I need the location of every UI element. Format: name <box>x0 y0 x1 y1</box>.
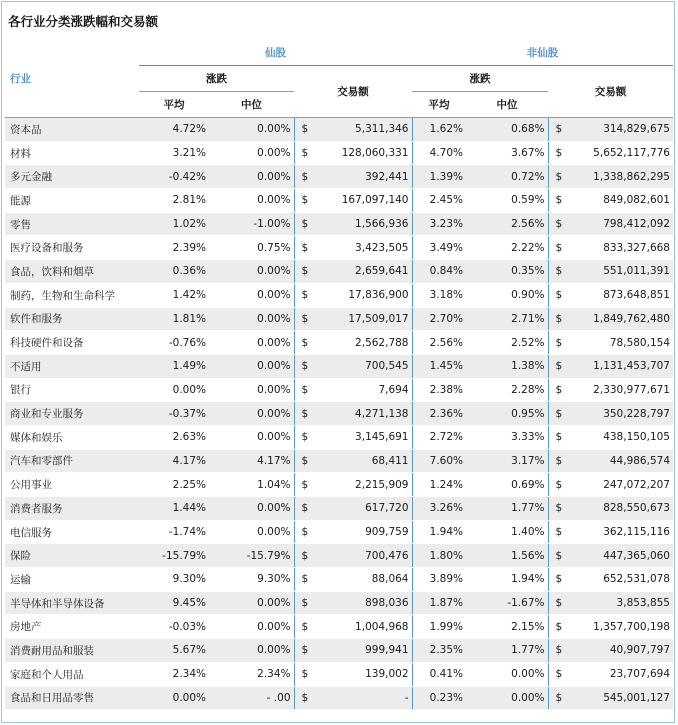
industry-name-cell: 电信服务 <box>5 520 139 544</box>
nonpenny-volume-cell: 1,338,862,295 <box>566 165 673 189</box>
penny-currency-cell: $ <box>294 473 311 497</box>
industry-name-cell: 保险 <box>5 544 139 568</box>
penny-median-cell: 0.00% <box>209 260 294 284</box>
industry-name-cell: 媒体和娱乐 <box>5 425 139 449</box>
industry-name-cell: 医疗设备和服务 <box>5 236 139 260</box>
nonpenny-avg-cell: 7.60% <box>412 449 466 473</box>
penny-volume-cell: 7,694 <box>311 378 412 402</box>
penny-median-cell: 0.00% <box>209 354 294 378</box>
penny-median-cell: 0.00% <box>209 402 294 426</box>
header-avg-nonpenny: 平均 <box>412 92 466 118</box>
nonpenny-median-cell: 0.35% <box>466 260 548 284</box>
nonpenny-avg-cell: 2.72% <box>412 425 466 449</box>
penny-median-cell: - .00 <box>209 686 294 710</box>
industry-name-cell: 消费耐用品和服装 <box>5 639 139 663</box>
penny-currency-cell: $ <box>294 497 311 521</box>
nonpenny-volume-cell: 849,082,601 <box>566 189 673 213</box>
nonpenny-avg-cell: 3.23% <box>412 212 466 236</box>
nonpenny-avg-cell: 0.23% <box>412 686 466 710</box>
penny-currency-cell: $ <box>294 662 311 686</box>
table-row <box>5 662 673 686</box>
penny-median-cell: 0.00% <box>209 497 294 521</box>
nonpenny-median-cell: 0.68% <box>466 118 548 142</box>
penny-volume-cell: 2,659,641 <box>311 260 412 284</box>
industry-name-cell: 材料 <box>5 141 139 165</box>
industry-name-cell: 房地产 <box>5 615 139 639</box>
nonpenny-volume-cell: 1,357,700,198 <box>566 615 673 639</box>
penny-median-cell: 4.17% <box>209 449 294 473</box>
penny-currency-cell: $ <box>294 260 311 284</box>
penny-median-cell: -1.00% <box>209 212 294 236</box>
penny-currency-cell: $ <box>294 686 311 710</box>
industry-name-cell: 公用事业 <box>5 473 139 497</box>
nonpenny-currency-cell: $ <box>548 236 566 260</box>
nonpenny-avg-cell: 0.84% <box>412 260 466 284</box>
penny-volume-cell: 392,441 <box>311 165 412 189</box>
industry-name-cell: 资本品 <box>5 118 139 142</box>
penny-avg-cell: 1.49% <box>139 354 209 378</box>
nonpenny-avg-cell: 2.36% <box>412 402 466 426</box>
penny-median-cell: 9.30% <box>209 568 294 592</box>
nonpenny-median-cell: 2.56% <box>466 212 548 236</box>
penny-volume-cell: 88,064 <box>311 568 412 592</box>
industry-name-cell: 制药，生物和生命科学 <box>5 283 139 307</box>
industry-name-cell: 软件和服务 <box>5 307 139 331</box>
nonpenny-currency-cell: $ <box>548 686 566 710</box>
header-avg-penny: 平均 <box>139 92 209 118</box>
nonpenny-avg-cell: 2.45% <box>412 189 466 213</box>
penny-volume-cell: 3,423,505 <box>311 236 412 260</box>
penny-currency-cell: $ <box>294 283 311 307</box>
penny-currency-cell: $ <box>294 354 311 378</box>
nonpenny-median-cell: 0.72% <box>466 165 548 189</box>
penny-avg-cell: 2.34% <box>139 662 209 686</box>
nonpenny-median-cell: 1.77% <box>466 639 548 663</box>
penny-avg-cell: 2.39% <box>139 236 209 260</box>
nonpenny-median-cell: 3.33% <box>466 425 548 449</box>
nonpenny-avg-cell: 1.99% <box>412 615 466 639</box>
nonpenny-volume-cell: 551,011,391 <box>566 260 673 284</box>
penny-median-cell: 0.00% <box>209 307 294 331</box>
nonpenny-median-cell: 2.28% <box>466 378 548 402</box>
penny-volume-cell: 68,411 <box>311 449 412 473</box>
table-row <box>5 331 673 355</box>
penny-currency-cell: $ <box>294 568 311 592</box>
table-row <box>5 354 673 378</box>
penny-currency-cell: $ <box>294 615 311 639</box>
table-row <box>5 639 673 663</box>
industry-name-cell: 半导体和半导体设备 <box>5 591 139 615</box>
penny-median-cell: 0.00% <box>209 378 294 402</box>
industry-name-cell: 不适用 <box>5 354 139 378</box>
table-row <box>5 118 673 142</box>
nonpenny-currency-cell: $ <box>548 141 566 165</box>
penny-avg-cell: 2.25% <box>139 473 209 497</box>
nonpenny-median-cell: -1.67% <box>466 591 548 615</box>
penny-avg-cell: -0.76% <box>139 331 209 355</box>
industry-name-cell: 运输 <box>5 568 139 592</box>
nonpenny-median-cell: 2.71% <box>466 307 548 331</box>
nonpenny-median-cell: 1.94% <box>466 568 548 592</box>
nonpenny-currency-cell: $ <box>548 354 566 378</box>
nonpenny-avg-cell: 2.56% <box>412 331 466 355</box>
table-row <box>5 165 673 189</box>
nonpenny-volume-cell: 3,853,855 <box>566 591 673 615</box>
penny-median-cell: 0.00% <box>209 141 294 165</box>
table-row <box>5 141 673 165</box>
penny-avg-cell: -1.74% <box>139 520 209 544</box>
penny-avg-cell: 1.44% <box>139 497 209 521</box>
report-frame <box>1 1 675 723</box>
penny-avg-cell: 2.81% <box>139 189 209 213</box>
nonpenny-currency-cell: $ <box>548 591 566 615</box>
nonpenny-median-cell: 0.00% <box>466 662 548 686</box>
penny-avg-cell: 4.72% <box>139 118 209 142</box>
penny-median-cell: 0.75% <box>209 236 294 260</box>
penny-volume-cell: 5,311,346 <box>311 118 412 142</box>
penny-volume-cell: 167,097,140 <box>311 189 412 213</box>
nonpenny-currency-cell: $ <box>548 189 566 213</box>
penny-volume-cell: 700,476 <box>311 544 412 568</box>
nonpenny-currency-cell: $ <box>548 118 566 142</box>
header-group-penny: 仙股 <box>139 40 412 66</box>
penny-currency-cell: $ <box>294 402 311 426</box>
nonpenny-avg-cell: 1.62% <box>412 118 466 142</box>
table-row <box>5 260 673 284</box>
header-change-penny: 涨跌 <box>139 66 294 92</box>
nonpenny-volume-cell: 652,531,078 <box>566 568 673 592</box>
penny-currency-cell: $ <box>294 236 311 260</box>
nonpenny-volume-cell: 545,001,127 <box>566 686 673 710</box>
nonpenny-volume-cell: 798,412,092 <box>566 212 673 236</box>
nonpenny-volume-cell: 78,580,154 <box>566 331 673 355</box>
nonpenny-avg-cell: 1.87% <box>412 591 466 615</box>
nonpenny-volume-cell: 1,131,453,707 <box>566 354 673 378</box>
penny-currency-cell: $ <box>294 212 311 236</box>
nonpenny-avg-cell: 3.18% <box>412 283 466 307</box>
penny-volume-cell: 17,836,900 <box>311 283 412 307</box>
penny-median-cell: 0.00% <box>209 615 294 639</box>
nonpenny-median-cell: 0.00% <box>466 686 548 710</box>
nonpenny-volume-cell: 314,829,675 <box>566 118 673 142</box>
header-industry: 行业 <box>5 40 139 118</box>
nonpenny-currency-cell: $ <box>548 497 566 521</box>
industry-name-cell: 能源 <box>5 189 139 213</box>
penny-median-cell: 0.00% <box>209 639 294 663</box>
nonpenny-volume-cell: 833,327,668 <box>566 236 673 260</box>
penny-avg-cell: 0.00% <box>139 686 209 710</box>
penny-currency-cell: $ <box>294 378 311 402</box>
nonpenny-avg-cell: 1.80% <box>412 544 466 568</box>
nonpenny-median-cell: 3.17% <box>466 449 548 473</box>
table-row <box>5 473 673 497</box>
penny-avg-cell: 4.17% <box>139 449 209 473</box>
nonpenny-median-cell: 1.40% <box>466 520 548 544</box>
nonpenny-median-cell: 2.22% <box>466 236 548 260</box>
nonpenny-median-cell: 1.38% <box>466 354 548 378</box>
table-row <box>5 212 673 236</box>
penny-avg-cell: 9.45% <box>139 591 209 615</box>
penny-avg-cell: 9.30% <box>139 568 209 592</box>
table-row <box>5 189 673 213</box>
penny-avg-cell: 1.81% <box>139 307 209 331</box>
page-title: 各行业分类涨跌幅和交易额 <box>8 14 159 29</box>
penny-currency-cell: $ <box>294 307 311 331</box>
penny-median-cell: -15.79% <box>209 544 294 568</box>
nonpenny-volume-cell: 438,150,105 <box>566 425 673 449</box>
penny-avg-cell: 3.21% <box>139 141 209 165</box>
industry-name-cell: 多元金融 <box>5 165 139 189</box>
table-row <box>5 402 673 426</box>
nonpenny-volume-cell: 5,652,117,776 <box>566 141 673 165</box>
penny-volume-cell: 617,720 <box>311 497 412 521</box>
industry-name-cell: 家庭和个人用品 <box>5 662 139 686</box>
nonpenny-currency-cell: $ <box>548 568 566 592</box>
penny-median-cell: 0.00% <box>209 591 294 615</box>
nonpenny-currency-cell: $ <box>548 662 566 686</box>
industry-name-cell: 商业和专业服务 <box>5 402 139 426</box>
nonpenny-median-cell: 0.69% <box>466 473 548 497</box>
nonpenny-avg-cell: 2.35% <box>412 639 466 663</box>
penny-avg-cell: 5.67% <box>139 639 209 663</box>
penny-volume-cell: 2,215,909 <box>311 473 412 497</box>
penny-volume-cell: 128,060,331 <box>311 141 412 165</box>
nonpenny-currency-cell: $ <box>548 260 566 284</box>
nonpenny-currency-cell: $ <box>548 639 566 663</box>
nonpenny-currency-cell: $ <box>548 212 566 236</box>
penny-currency-cell: $ <box>294 591 311 615</box>
nonpenny-volume-cell: 447,365,060 <box>566 544 673 568</box>
penny-currency-cell: $ <box>294 425 311 449</box>
nonpenny-currency-cell: $ <box>548 520 566 544</box>
penny-median-cell: 2.34% <box>209 662 294 686</box>
nonpenny-volume-cell: 362,115,116 <box>566 520 673 544</box>
nonpenny-avg-cell: 2.38% <box>412 378 466 402</box>
nonpenny-currency-cell: $ <box>548 331 566 355</box>
penny-avg-cell: 1.42% <box>139 283 209 307</box>
nonpenny-median-cell: 2.15% <box>466 615 548 639</box>
industry-name-cell: 汽车和零部件 <box>5 449 139 473</box>
penny-volume-cell: - <box>311 686 412 710</box>
table-row <box>5 307 673 331</box>
nonpenny-currency-cell: $ <box>548 283 566 307</box>
penny-currency-cell: $ <box>294 165 311 189</box>
nonpenny-volume-cell: 23,707,694 <box>566 662 673 686</box>
table-row <box>5 425 673 449</box>
nonpenny-avg-cell: 4.70% <box>412 141 466 165</box>
industry-name-cell: 科技硬件和设备 <box>5 331 139 355</box>
nonpenny-avg-cell: 3.26% <box>412 497 466 521</box>
nonpenny-median-cell: 1.77% <box>466 497 548 521</box>
nonpenny-avg-cell: 1.94% <box>412 520 466 544</box>
penny-median-cell: 0.00% <box>209 283 294 307</box>
nonpenny-currency-cell: $ <box>548 307 566 331</box>
penny-avg-cell: 2.63% <box>139 425 209 449</box>
industry-name-cell: 食品，饮料和烟草 <box>5 260 139 284</box>
penny-volume-cell: 999,941 <box>311 639 412 663</box>
penny-median-cell: 0.00% <box>209 425 294 449</box>
nonpenny-volume-cell: 1,849,762,480 <box>566 307 673 331</box>
penny-median-cell: 0.00% <box>209 165 294 189</box>
penny-avg-cell: 1.02% <box>139 212 209 236</box>
penny-volume-cell: 3,145,691 <box>311 425 412 449</box>
nonpenny-median-cell: 0.59% <box>466 189 548 213</box>
penny-currency-cell: $ <box>294 544 311 568</box>
nonpenny-volume-cell: 828,550,673 <box>566 497 673 521</box>
penny-avg-cell: -15.79% <box>139 544 209 568</box>
header-volume-penny: 交易额 <box>294 66 412 118</box>
nonpenny-currency-cell: $ <box>548 165 566 189</box>
penny-avg-cell: -0.42% <box>139 165 209 189</box>
table-row <box>5 497 673 521</box>
industry-name-cell: 消费者服务 <box>5 497 139 521</box>
nonpenny-volume-cell: 44,986,574 <box>566 449 673 473</box>
penny-volume-cell: 898,036 <box>311 591 412 615</box>
penny-volume-cell: 139,002 <box>311 662 412 686</box>
nonpenny-median-cell: 0.90% <box>466 283 548 307</box>
penny-median-cell: 0.00% <box>209 520 294 544</box>
penny-currency-cell: $ <box>294 639 311 663</box>
table-row <box>5 686 673 710</box>
penny-volume-cell: 17,509,017 <box>311 307 412 331</box>
nonpenny-volume-cell: 873,648,851 <box>566 283 673 307</box>
nonpenny-currency-cell: $ <box>548 473 566 497</box>
nonpenny-currency-cell: $ <box>548 449 566 473</box>
nonpenny-currency-cell: $ <box>548 378 566 402</box>
table-row <box>5 568 673 592</box>
nonpenny-volume-cell: 40,907,797 <box>566 639 673 663</box>
penny-median-cell: 0.00% <box>209 189 294 213</box>
nonpenny-currency-cell: $ <box>548 615 566 639</box>
penny-median-cell: 0.00% <box>209 118 294 142</box>
penny-currency-cell: $ <box>294 118 311 142</box>
penny-avg-cell: -0.03% <box>139 615 209 639</box>
nonpenny-median-cell: 3.67% <box>466 141 548 165</box>
penny-currency-cell: $ <box>294 189 311 213</box>
penny-median-cell: 0.00% <box>209 331 294 355</box>
penny-volume-cell: 4,271,138 <box>311 402 412 426</box>
nonpenny-avg-cell: 3.89% <box>412 568 466 592</box>
nonpenny-currency-cell: $ <box>548 425 566 449</box>
table-row <box>5 283 673 307</box>
nonpenny-avg-cell: 2.70% <box>412 307 466 331</box>
penny-currency-cell: $ <box>294 449 311 473</box>
table-row <box>5 615 673 639</box>
header-group-nonpenny: 非仙股 <box>412 40 673 66</box>
nonpenny-median-cell: 2.52% <box>466 331 548 355</box>
table-row <box>5 449 673 473</box>
nonpenny-median-cell: 0.95% <box>466 402 548 426</box>
header-median-nonpenny: 中位 <box>466 92 548 118</box>
table-row <box>5 378 673 402</box>
header-change-nonpenny: 涨跌 <box>412 66 548 92</box>
industry-name-cell: 银行 <box>5 378 139 402</box>
nonpenny-avg-cell: 1.24% <box>412 473 466 497</box>
penny-avg-cell: -0.37% <box>139 402 209 426</box>
nonpenny-avg-cell: 0.41% <box>412 662 466 686</box>
penny-median-cell: 1.04% <box>209 473 294 497</box>
penny-avg-cell: 0.36% <box>139 260 209 284</box>
penny-avg-cell: 0.00% <box>139 378 209 402</box>
industry-name-cell: 零售 <box>5 212 139 236</box>
industry-name-cell: 食品和日用品零售 <box>5 686 139 710</box>
nonpenny-avg-cell: 1.45% <box>412 354 466 378</box>
table-row <box>5 236 673 260</box>
header-median-penny: 中位 <box>209 92 294 118</box>
table-row <box>5 544 673 568</box>
penny-volume-cell: 1,566,936 <box>311 212 412 236</box>
penny-currency-cell: $ <box>294 141 311 165</box>
table-row <box>5 591 673 615</box>
penny-currency-cell: $ <box>294 331 311 355</box>
industry-table <box>5 40 673 710</box>
penny-volume-cell: 1,004,968 <box>311 615 412 639</box>
penny-volume-cell: 2,562,788 <box>311 331 412 355</box>
penny-volume-cell: 700,545 <box>311 354 412 378</box>
nonpenny-volume-cell: 350,228,797 <box>566 402 673 426</box>
nonpenny-currency-cell: $ <box>548 544 566 568</box>
table-row <box>5 520 673 544</box>
nonpenny-avg-cell: 3.49% <box>412 236 466 260</box>
nonpenny-median-cell: 1.56% <box>466 544 548 568</box>
nonpenny-currency-cell: $ <box>548 402 566 426</box>
header-volume-nonpenny: 交易额 <box>548 66 673 118</box>
nonpenny-volume-cell: 247,072,207 <box>566 473 673 497</box>
nonpenny-avg-cell: 1.39% <box>412 165 466 189</box>
penny-volume-cell: 909,759 <box>311 520 412 544</box>
nonpenny-volume-cell: 2,330,977,671 <box>566 378 673 402</box>
penny-currency-cell: $ <box>294 520 311 544</box>
